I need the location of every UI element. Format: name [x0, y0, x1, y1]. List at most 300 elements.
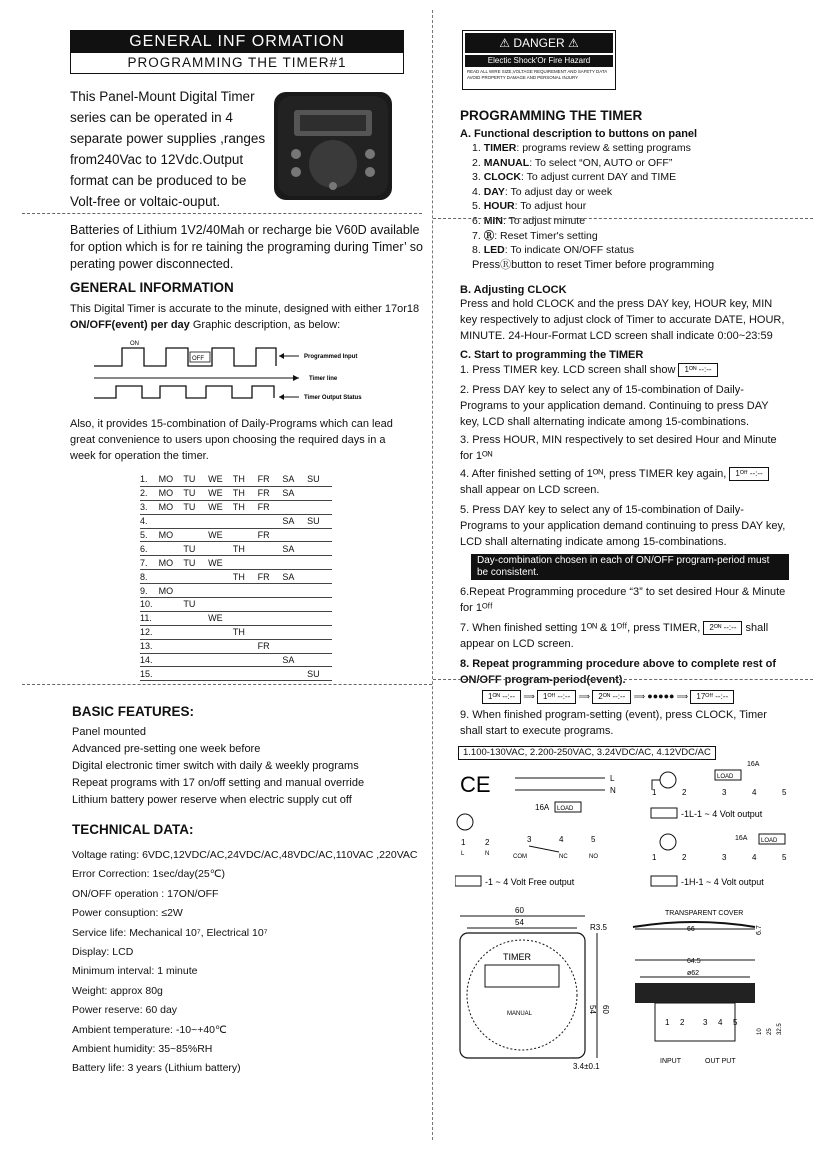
- table-cell: TH: [233, 542, 258, 556]
- button-desc-v: : To adjust day or week: [504, 185, 613, 198]
- button-desc-n: 8.: [472, 244, 484, 257]
- table-row: [140, 514, 332, 528]
- table-cell: [258, 584, 283, 598]
- table-cell: [258, 611, 283, 625]
- step-4-text: 4. After finished setting of 1ᴼᴺ, press TIMER key again,: [460, 468, 727, 480]
- tech-value: 3 years (Lithium battery): [127, 1062, 241, 1075]
- table-row: [140, 542, 332, 556]
- svg-text:2: 2: [680, 1018, 685, 1027]
- basic-features-list: [72, 724, 364, 809]
- table-cell: [307, 598, 332, 612]
- fuse-label: 16A: [535, 803, 550, 812]
- table-cell: MO: [159, 473, 184, 486]
- button-desc-n: 3.: [472, 171, 484, 184]
- table-cell: 15.: [140, 667, 159, 681]
- tech-key: Display:: [72, 946, 113, 959]
- table-cell: [183, 584, 208, 598]
- table-cell: TH: [233, 473, 258, 486]
- step-1-text: 1. Press TIMER key. LCD screen shall show: [460, 364, 676, 376]
- table-cell: [258, 542, 283, 556]
- tech-row: [72, 924, 418, 943]
- dim-r35: R3.5: [590, 923, 607, 932]
- table-cell: [282, 667, 307, 681]
- dim-34: 3.4±0.1: [573, 1062, 600, 1071]
- list-item: [472, 156, 691, 171]
- table-cell: 6.: [140, 542, 159, 556]
- lithium-note: Batteries of Lithium 1V2/40Mah or recharge bie V60D available for option which is for re taining the programing during Timer’ so perating power disconnected.: [70, 223, 423, 271]
- table-cell: [307, 570, 332, 584]
- svg-text:4: 4: [752, 788, 757, 797]
- svg-text:5: 5: [733, 1018, 738, 1027]
- table-cell: WE: [208, 473, 233, 486]
- table-cell: [233, 598, 258, 612]
- output-1h-label: -1H-1 ~ 4 Volt output: [681, 877, 764, 887]
- section-a-title: A. Functional description to buttons on panel: [460, 128, 698, 140]
- table-cell: MO: [159, 486, 184, 500]
- tech-key: Service life:: [72, 926, 130, 939]
- table-cell: [282, 556, 307, 570]
- table-row: [140, 653, 332, 667]
- table-cell: [307, 611, 332, 625]
- table-cell: [183, 514, 208, 528]
- dim-54v: 54: [588, 1005, 597, 1014]
- tech-key: Weight:: [72, 984, 111, 997]
- danger-title-text: DANGER: [513, 36, 565, 50]
- button-desc-n: 5.: [472, 200, 484, 213]
- programmed-input-label: Programmed Input: [304, 354, 358, 360]
- chain-lcd: 1ᴼᶠᶠ --:--: [537, 690, 576, 704]
- tech-key: Error Correction:: [72, 868, 153, 881]
- svg-text:5: 5: [782, 788, 787, 797]
- table-cell: [233, 556, 258, 570]
- table-cell: [307, 653, 332, 667]
- timer-photo-graphic: [274, 92, 392, 200]
- list-item: [472, 214, 691, 229]
- button-desc-k: TIMER: [483, 142, 517, 154]
- table-cell: [258, 556, 283, 570]
- off-label: OFF: [192, 356, 204, 362]
- tech-value: 1sec/day(25℃): [152, 868, 226, 881]
- program-chain: 1ᴼᴺ --:-- ⟹ 1ᴼᶠᶠ --:-- ⟹ 2ᴼᴺ --:-- ⟹ ●●●●● ⟹ 17ᴼᶠᶠ --:--: [482, 690, 734, 704]
- programming-heading: PROGRAMMING THE TIMER: [460, 108, 643, 123]
- tech-key: Ambient temperature:: [72, 1023, 176, 1036]
- column-divider: [432, 10, 433, 1140]
- basic-heading: BASIC FEATURES:: [72, 704, 195, 719]
- svg-text:4: 4: [718, 1018, 723, 1027]
- dim-60: 60: [515, 906, 524, 915]
- table-cell: 8.: [140, 570, 159, 584]
- table-cell: [183, 653, 208, 667]
- tech-row: [72, 904, 418, 923]
- list-item: [472, 199, 691, 214]
- table-cell: FR: [258, 570, 283, 584]
- tech-value: approx 80g: [110, 984, 163, 997]
- table-cell: [208, 625, 233, 639]
- table-cell: FR: [258, 639, 283, 653]
- timer-output-label: Timer Output Status: [304, 395, 362, 401]
- button-desc-n: 1.: [472, 142, 484, 154]
- table-cell: TH: [233, 486, 258, 500]
- table-row: [140, 584, 332, 598]
- table-cell: [307, 625, 332, 639]
- svg-text:2: 2: [682, 853, 687, 862]
- dim-54: 54: [515, 918, 524, 927]
- table-cell: SU: [307, 667, 332, 681]
- table-row: [140, 570, 332, 584]
- divider-line: [22, 684, 432, 685]
- com-label: COM: [513, 854, 527, 860]
- table-cell: MO: [159, 500, 184, 514]
- button-desc-n: 7.: [472, 229, 484, 242]
- table-cell: WE: [208, 528, 233, 542]
- table-cell: WE: [208, 500, 233, 514]
- general-text-a: This Digital Timer is accurate to the minute, designed with either 17or18: [70, 303, 420, 315]
- table-cell: [233, 639, 258, 653]
- svg-text:2: 2: [682, 788, 687, 797]
- tech-row: [72, 962, 418, 981]
- step-7: [460, 620, 790, 652]
- table-cell: [183, 528, 208, 542]
- tech-row: [72, 1001, 418, 1020]
- table-cell: [282, 639, 307, 653]
- table-row: [140, 667, 332, 681]
- table-cell: SA: [282, 514, 307, 528]
- table-cell: [258, 514, 283, 528]
- tech-value: Mechanical 10⁷, Electrical 10⁷: [129, 926, 268, 939]
- table-cell: [282, 598, 307, 612]
- table-cell: [159, 639, 184, 653]
- table-cell: FR: [258, 486, 283, 500]
- tech-value: 35~85%RH: [158, 1043, 213, 1056]
- button-desc-v: : programs review & setting programs: [516, 142, 691, 154]
- table-cell: [307, 639, 332, 653]
- svg-text:4: 4: [559, 835, 564, 844]
- table-cell: 12.: [140, 625, 159, 639]
- table-cell: [282, 528, 307, 542]
- chain-lcd: 2ᴼᴺ --:--: [592, 690, 631, 704]
- day-combination-table: [140, 473, 332, 681]
- manual-label: MANUAL: [507, 1011, 533, 1017]
- divider-line: [22, 213, 422, 214]
- intro-text: This Panel-Mount Digital Timer series can be operated in 4 separate power supplies ,ranges from240Vac to 12Vdc.Output format can be produced to be Volt-free or voltaic-ouput.: [70, 89, 266, 209]
- table-row: [140, 598, 332, 612]
- wiring-diagram: [455, 760, 805, 900]
- table-cell: [307, 486, 332, 500]
- table-cell: [159, 667, 184, 681]
- table-cell: 3.: [140, 500, 159, 514]
- fuse-label: 16A: [747, 761, 760, 768]
- table-cell: TH: [233, 570, 258, 584]
- table-cell: 13.: [140, 639, 159, 653]
- header-subtitle: PROGRAMMING THE TIMER#1: [127, 55, 347, 70]
- step-9: 9. When finished program-setting (event), press CLOCK, Timer shall start to execute programs.: [460, 709, 767, 737]
- table-cell: [233, 584, 258, 598]
- dim-25: 25: [767, 1028, 773, 1035]
- table-cell: [183, 611, 208, 625]
- danger-box: [462, 30, 616, 90]
- table-cell: [208, 570, 233, 584]
- tech-value: LCD: [112, 946, 134, 959]
- tech-key: Battery life:: [72, 1062, 128, 1075]
- transparent-cover-label: TRANSPARENT COVER: [665, 910, 744, 917]
- table-cell: FR: [258, 473, 283, 486]
- svg-text:2: 2: [485, 838, 490, 847]
- list-item: [472, 243, 691, 258]
- tech-value: -10~+40℃: [175, 1023, 227, 1036]
- svg-text:3: 3: [527, 835, 532, 844]
- dim-67: 6.7: [756, 925, 763, 935]
- on-label: ON: [130, 341, 139, 347]
- button-desc-k: HOUR: [483, 200, 515, 213]
- l-label: L: [610, 774, 615, 783]
- button-desc-n: 4.: [472, 185, 484, 198]
- svg-text:3: 3: [703, 1018, 708, 1027]
- table-cell: [258, 653, 283, 667]
- table-row: [140, 611, 332, 625]
- table-cell: TU: [183, 500, 208, 514]
- n-label: N: [610, 786, 616, 795]
- button-desc-k: DAY: [483, 185, 505, 198]
- technical-data-list: [72, 846, 418, 1079]
- button-desc-v: : To adjust minute: [502, 214, 586, 227]
- svg-text:3: 3: [722, 853, 727, 862]
- table-cell: [233, 653, 258, 667]
- table-cell: WE: [208, 556, 233, 570]
- dim-645: 64.5: [687, 958, 701, 965]
- svg-text:3: 3: [722, 788, 727, 797]
- table-cell: TU: [183, 473, 208, 486]
- volt-free-label: -1 ~ 4 Volt Free output: [485, 877, 575, 887]
- consistency-banner: Day-combination chosen in each of ON/OFF program-period must be consistent.: [471, 554, 789, 580]
- table-cell: WE: [208, 486, 233, 500]
- table-cell: 2.: [140, 486, 159, 500]
- table-cell: [159, 598, 184, 612]
- tech-row: [72, 885, 418, 904]
- table-row: [140, 500, 332, 514]
- tech-key: ON/OFF operation :: [72, 887, 168, 900]
- list-item: [472, 185, 691, 200]
- divider-line: [433, 218, 813, 219]
- table-cell: SA: [282, 570, 307, 584]
- button-desc-n: 6.: [472, 214, 484, 227]
- voltage-options: 1.100-130VAC, 2.200-250VAC, 3.24VDC/AC, 4.12VDC/AC: [458, 746, 716, 760]
- table-cell: [307, 542, 332, 556]
- header-box: [70, 30, 404, 74]
- tech-key: Ambient humidity:: [72, 1043, 159, 1056]
- step-1: [460, 362, 718, 378]
- table-cell: MO: [159, 528, 184, 542]
- table-cell: 9.: [140, 584, 159, 598]
- table-cell: [258, 667, 283, 681]
- step-7-text-b: shall appear on LCD screen.: [460, 622, 769, 650]
- table-cell: [233, 611, 258, 625]
- table-cell: 4.: [140, 514, 159, 528]
- table-cell: [183, 639, 208, 653]
- svg-text:4: 4: [752, 853, 757, 862]
- svg-text:5: 5: [591, 835, 596, 844]
- button-desc-v: : To select “ON, AUTO or OFF”: [529, 156, 673, 169]
- table-cell: SA: [282, 486, 307, 500]
- load-label: LOAD: [717, 774, 734, 780]
- table-cell: SA: [282, 542, 307, 556]
- table-cell: [307, 500, 332, 514]
- dim-62: ø62: [687, 970, 700, 977]
- l-terminal: L: [461, 851, 465, 857]
- table-cell: [159, 625, 184, 639]
- table-cell: [208, 542, 233, 556]
- table-cell: [159, 653, 184, 667]
- table-cell: [208, 639, 233, 653]
- table-cell: [282, 500, 307, 514]
- ce-mark: CE: [460, 772, 491, 797]
- list-item: Digital electronic timer switch with daily & weekly programs: [72, 760, 359, 772]
- step-6: 6.Repeat Programming procedure “3” to set desired Hour & Minute for 1ᴼᶠᶠ: [460, 586, 786, 614]
- divider-line: [433, 679, 813, 680]
- button-desc-v: : Reset Timer's setting: [494, 229, 598, 242]
- tech-row: [72, 865, 418, 884]
- tech-value: 1 minute: [157, 965, 198, 978]
- table-cell: TU: [183, 556, 208, 570]
- list-item: Lithium battery power reserve when electric supply cut off: [72, 794, 352, 806]
- table-cell: [159, 514, 184, 528]
- step-7-text: 7. When finished setting 1ᴼᴺ & 1ᴼᶠᶠ, press TIMER,: [460, 622, 701, 634]
- step-3: 3. Press HOUR, MIN respectively to set desired Hour and Minute for 1ᴼᴺ: [460, 434, 777, 462]
- tech-row: [72, 982, 418, 1001]
- section-b-title: B. Adjusting CLOCK: [460, 284, 567, 296]
- table-cell: WE: [208, 611, 233, 625]
- table-cell: [307, 556, 332, 570]
- input-label: INPUT: [660, 1058, 681, 1065]
- table-cell: MO: [159, 584, 184, 598]
- technical-heading: TECHNICAL DATA:: [72, 822, 194, 837]
- table-row: [140, 528, 332, 542]
- button-desc-k: CLOCK: [483, 171, 522, 184]
- tech-value: 17ON/OFF: [167, 887, 219, 900]
- list-item: [472, 170, 691, 185]
- header-title: GENERAL INF ORMATION: [71, 31, 403, 53]
- tech-key: Minimum interval:: [72, 965, 158, 978]
- lcd-display: 2ᴼᴺ --:--: [703, 621, 742, 635]
- chain-lcd: 1ᴼᴺ --:--: [482, 690, 521, 704]
- step-5: 5. Press DAY key to select any of 15-combination of Daily-Programs to your application demand continuing to press DAY key, LCD shall alternating indicate among 15-combinations.: [460, 504, 786, 548]
- tech-row: [72, 1021, 418, 1040]
- warning-icon: ⚠: [564, 36, 579, 50]
- general-heading: GENERAL INFORMATION: [70, 280, 234, 295]
- reset-note: PressⓇbutton to reset Timer before programming: [472, 259, 715, 271]
- table-cell: [307, 584, 332, 598]
- step-2: 2. Press DAY key to select any of 15-combination of Daily-Programs to your application demand. Continuing to press DAY key, LCD shall alternating indicate among 15-combinations.: [460, 384, 769, 428]
- button-desc-k: Ⓡ: [483, 229, 495, 242]
- table-cell: TH: [233, 500, 258, 514]
- button-desc-v: : To adjust current DAY and TIME: [521, 171, 677, 184]
- table-cell: [159, 611, 184, 625]
- button-desc-k: MANUAL: [483, 156, 530, 169]
- svg-text:1: 1: [665, 1018, 670, 1027]
- table-cell: [183, 625, 208, 639]
- button-desc-n: 2.: [472, 156, 484, 169]
- buttons-list: [472, 141, 691, 258]
- table-cell: [282, 611, 307, 625]
- no-label: NO: [589, 854, 598, 860]
- table-cell: [233, 528, 258, 542]
- tech-value: ≤2W: [161, 907, 183, 920]
- table-cell: [208, 598, 233, 612]
- general-text-c: Graphic description, as below:: [189, 319, 341, 331]
- table-cell: [282, 625, 307, 639]
- step-4-text-b: shall appear on LCD screen.: [460, 484, 600, 496]
- table-cell: [233, 667, 258, 681]
- general-text: [70, 301, 426, 333]
- table-cell: [208, 653, 233, 667]
- warning-icon: ⚠: [499, 36, 514, 50]
- danger-fine-print: READ ALL WIRE SIZE,VOLTAGE REQUIREMENT AND SAFETY DATA AVOID PROPERTY DAMAGE AND PERSONAL INJURY: [467, 69, 607, 80]
- svg-text:1: 1: [652, 853, 657, 862]
- table-cell: SU: [307, 514, 332, 528]
- timer-line-label: Timer line: [309, 376, 338, 382]
- svg-text:1: 1: [652, 788, 657, 797]
- table-cell: [208, 584, 233, 598]
- tech-row: [72, 1059, 418, 1078]
- list-item: [472, 229, 691, 244]
- chain-lcd: 17ᴼᶠᶠ --:--: [690, 690, 734, 704]
- load-label: LOAD: [557, 806, 574, 812]
- danger-subtitle: Electic Shock'Or Fire Hazard: [465, 55, 613, 67]
- dim-325: 32.5: [777, 1023, 783, 1035]
- step-8: [460, 656, 790, 688]
- table-cell: FR: [258, 528, 283, 542]
- table-cell: [159, 542, 184, 556]
- section-b-text: Press and hold CLOCK and the press DAY key, HOUR key, MIN key respectively to adjust clock of Timer to accurate DATE, HOUR, MINUTE. 24-Hour-Format LCD screen shall indicate 0:00~23:59: [460, 298, 785, 342]
- lcd-display: 1ᴼᴺ --:--: [678, 363, 717, 377]
- table-cell: [258, 625, 283, 639]
- table-cell: 14.: [140, 653, 159, 667]
- table-cell: FR: [258, 500, 283, 514]
- tech-key: Voltage rating:: [72, 849, 143, 861]
- table-row: [140, 625, 332, 639]
- tech-key: Power reserve:: [72, 1004, 146, 1017]
- n-terminal: N: [485, 851, 490, 857]
- table-cell: SA: [282, 473, 307, 486]
- table-cell: TU: [183, 486, 208, 500]
- table-cell: [233, 514, 258, 528]
- tech-row: [72, 846, 418, 865]
- load-label: LOAD: [761, 838, 778, 844]
- table-cell: [183, 667, 208, 681]
- step-4: [460, 466, 790, 498]
- tech-value: 60 day: [145, 1004, 178, 1017]
- nc-label: NC: [559, 854, 568, 860]
- table-cell: MO: [159, 556, 184, 570]
- table-cell: [208, 514, 233, 528]
- tech-key: Power consuption:: [72, 907, 162, 920]
- button-desc-k: LED: [483, 244, 505, 257]
- waveform-diagram: [94, 338, 394, 410]
- button-desc-k: MIN: [483, 214, 503, 227]
- output-label: OUT PUT: [705, 1058, 736, 1065]
- table-cell: 10.: [140, 598, 159, 612]
- table-cell: 5.: [140, 528, 159, 542]
- fuse-label: 16A: [735, 835, 748, 842]
- button-desc-v: : To adjust hour: [514, 200, 587, 213]
- table-cell: [159, 570, 184, 584]
- table-cell: TH: [233, 625, 258, 639]
- list-item: Panel mounted: [72, 726, 146, 738]
- svg-text:1: 1: [461, 838, 466, 847]
- dim-10: 10: [757, 1028, 763, 1035]
- table-cell: 1.: [140, 473, 159, 486]
- tech-row: [72, 1040, 418, 1059]
- table-cell: 11.: [140, 611, 159, 625]
